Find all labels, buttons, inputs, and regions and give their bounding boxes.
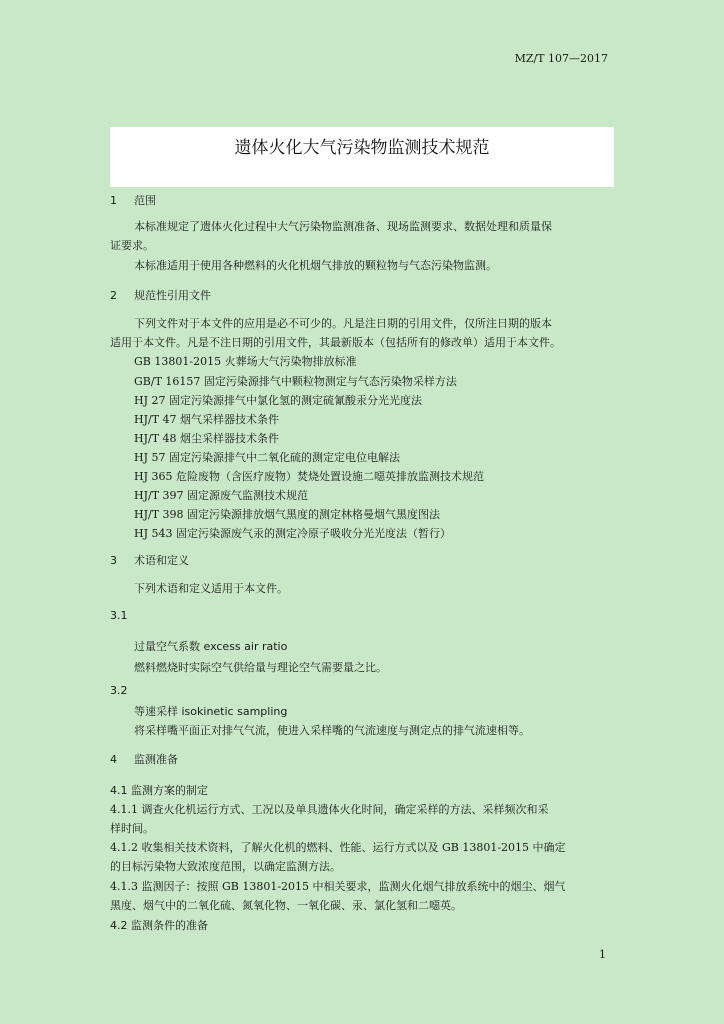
- reference-item: GB 13801-2015 火葬场大气污染物排放标准: [134, 355, 357, 368]
- term-definition: 燃料燃烧时实际空气供给量与理论空气需要量之比。: [134, 661, 387, 674]
- term-number: 3.2: [110, 684, 128, 697]
- reference-item: HJ/T 397 固定源废气监测技术规范: [134, 489, 309, 502]
- section-title: 范围: [134, 194, 156, 207]
- paragraph: 样时间。: [110, 822, 154, 835]
- section-2-heading: [110, 287, 211, 303]
- subsection-heading: 4.1 监测方案的制定: [110, 784, 208, 797]
- paragraph: 4.1.3 监测因子：按照 GB 13801-2015 中相关要求，监测火化烟气排放系统中的烟尘、烟气: [110, 880, 566, 893]
- paragraph: 下列术语和定义适用于本文件。: [134, 582, 288, 595]
- reference-item: HJ 543 固定污染源废气汞的测定冷原子吸收分光光度法（暂行）: [134, 527, 451, 540]
- paragraph: 黑度、烟气中的二氧化硫、氮氧化物、一氧化碳、汞、氯化氢和二噁英。: [110, 899, 462, 912]
- title-box: [110, 127, 614, 187]
- reference-item: HJ 27 固定污染源排气中氯化氢的测定硫氰酸汞分光光度法: [134, 394, 422, 407]
- reference-item: HJ/T 47 烟气采样器技术条件: [134, 413, 280, 426]
- paragraph: 证要求。: [110, 239, 154, 252]
- paragraph: 4.1.1 调查火化机运行方式、工况以及单具遗体火化时间，确定采样的方法、采样频次和采: [110, 803, 549, 816]
- paragraph: 的目标污染物大致浓度范围，以确定监测方法。: [110, 860, 341, 873]
- term-title: 过量空气系数 excess air ratio: [134, 640, 288, 653]
- term-definition: 将采样嘴平面正对排气气流，使进入采样嘴的气流速度与测定点的排气流速相等。: [134, 724, 530, 737]
- paragraph: 适用于本文件。凡是不注日期的引用文件，其最新版本（包括所有的修改单）适用于本文件。: [110, 336, 561, 349]
- document-title: 遗体火化大气污染物监测技术规范: [234, 138, 490, 158]
- paragraph: 本标准规定了遗体火化过程中大气污染物监测准备、现场监测要求、数据处理和质量保: [134, 220, 552, 233]
- section-number: 1: [110, 194, 117, 207]
- reference-item: GB/T 16157 固定污染源排气中颗粒物测定与气态污染物采样方法: [134, 375, 457, 388]
- section-number: 4: [110, 753, 117, 766]
- section-title: 监测准备: [134, 753, 178, 766]
- section-4-heading: [110, 751, 178, 767]
- section-number: 3: [110, 554, 117, 567]
- paragraph: 下列文件对于本文件的应用是必不可少的。凡是注日期的引用文件，仅所注日期的版本: [134, 317, 552, 330]
- paragraph: 4.1.2 收集相关技术资料，了解火化机的燃料、性能、运行方式以及 GB 13801-2015 中确定: [110, 841, 566, 854]
- term-title: 等速采样 isokinetic sampling: [134, 705, 288, 718]
- subsection-heading: 4.2 监测条件的准备: [110, 919, 208, 932]
- section-number: 2: [110, 289, 117, 302]
- term-number: 3.1: [110, 609, 128, 622]
- paragraph: 本标准适用于使用各种燃料的火化机烟气排放的颗粒物与气态污染物监测。: [134, 259, 497, 272]
- reference-item: HJ 57 固定污染源排气中二氧化硫的测定定电位电解法: [134, 451, 400, 464]
- section-3-heading: [110, 552, 189, 568]
- section-title: 规范性引用文件: [134, 289, 211, 302]
- standard-code: MZ/T 107—2017: [514, 52, 608, 65]
- page-number: 1: [599, 948, 606, 961]
- section-1-heading: [110, 192, 156, 208]
- reference-item: HJ 365 危险废物（含医疗废物）焚烧处置设施二噁英排放监测技术规范: [134, 470, 484, 483]
- reference-item: HJ/T 48 烟尘采样器技术条件: [134, 432, 280, 445]
- section-title: 术语和定义: [134, 554, 189, 567]
- reference-item: HJ/T 398 固定污染源排放烟气黑度的测定林格曼烟气黑度图法: [134, 508, 441, 521]
